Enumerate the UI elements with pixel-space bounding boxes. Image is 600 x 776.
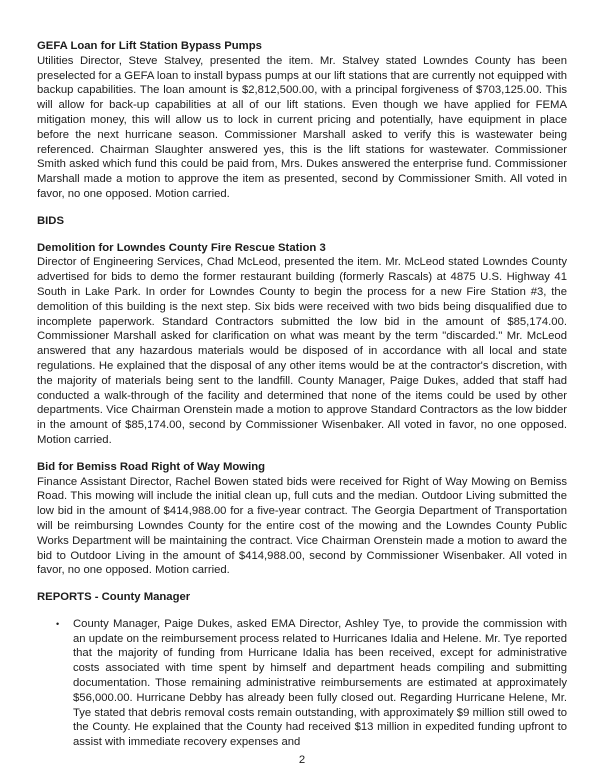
section-heading-demolition: Demolition for Lowndes County Fire Rescue Station 3 (37, 241, 326, 254)
bullet-icon: • (56, 618, 60, 629)
paragraph-demolition: Director of Engineering Services, Chad McLeod, presented the item. Mr. McLeod stated Lowndes County advertised for bids to demo the former restaurant building (formerly Rascals) at 4875 U.S. Highway 41 South in Lake Park. In order for Lowndes County to begin the process for a new Fire Station #3, the demolition of this building is the next step. Six bids were received with two bids being disqualified due to incomplete paperwork. Standard Contractors submitted the low bid in the amount of $85,174.00. Commissioner Marshall asked for clarification on what was meant by the term "discarded." Mr. McLeod answered that any hazardous materials would be disposed of in accordance with all local and state regulations. He explained that the disposal of any other items would be at the contractor's discretion, with the majority of materials being sent to the landfill. County Manager, Paige Dukes, added that staff had conducted a walk-through of the facility and determined that none of the items could be used by other departments. Vice Chairman Orenstein made a motion to approve Standard Contractors as the low bidder in the amount of $85,174.00, second by Commissioner Wisenbaker. All voted in favor, no one opposed. Motion carried. (37, 256, 567, 446)
section-heading-reports-county-manager: REPORTS - County Manager (37, 591, 191, 604)
paragraph-bemiss-mowing: Finance Assistant Director, Rachel Bowen stated bids were received for Right of Way Mowing on Bemiss Road. This mowing will include the initial clean up, full cuts and the median. Outdoor Living submitted the low bid in the amount of $414,988.00 for a five-year contract. The Georgia Department of Transportation will be reimbursing Lowndes County for the entire cost of the mowing and the Lowndes County Public Works Department will be maintaining the contract. Vice Chairman Orenstein made a motion to award the bid to Outdoor Living in the amount of $414,988.00, second by Commissioner Wisenbaker. All voted in favor, no one opposed. Motion carried. (37, 475, 567, 577)
report-bullet-text: County Manager, Paige Dukes, asked EMA Director, Ashley Tye, to provide the commission with an update on the reimbursement process related to Hurricanes Idalia and Helene. Mr. Tye reported that the majority of funding from Hurricane Idalia has been received, except for administrative costs associated with time spent by himself and department heads compiling and submitting documentation. Those remaining administrative reimbursements are estimated at approximately $56,000.00. Hurricane Debby has already been fully closed out. Regarding Hurricane Helene, Mr. Tye stated that debris removal costs remain outstanding, with approximately $9 million still owed to the County. He explained that the County had received $13 million in expedited funding upfront to assist with immediate recovery expenses and (73, 617, 567, 749)
report-bullet-item (56, 617, 567, 750)
section-heading-bids: BIDS (37, 214, 64, 227)
section-heading-bemiss-mowing: Bid for Bemiss Road Right of Way Mowing (37, 460, 266, 473)
page-number: 2 (298, 754, 306, 767)
section-heading-gefa-loan: GEFA Loan for Lift Station Bypass Pumps (37, 40, 262, 52)
paragraph-gefa-loan: Utilities Director, Steve Stalvey, presented the item. Mr. Stalvey stated Lowndes County has been preselected for a GEFA loan to install bypass pumps at our lift stations that are currently not equipped with backup capabilities. The loan amount is $2,812,500.00, with a principal forgiveness of $703,125.00. This will allow for back-up capabilities at all of our lift stations. Even though we have applied for FEMA mitigation money, this will allow us to lock in current pricing and potentially, have equipment in place before the next hurricane season. Commissioner Marshall asked to verify this is wastewater being referenced. Chairman Slaughter answered yes, this is the lift stations for wastewater. Commissioner Smith asked which fund this could be paid from, Mrs. Dukes answered the enterprise fund. Commissioner Marshall made a motion to approve the item as presented, second by Commissioner Smith. All voted in favor, no one opposed. Motion carried. (37, 54, 567, 200)
